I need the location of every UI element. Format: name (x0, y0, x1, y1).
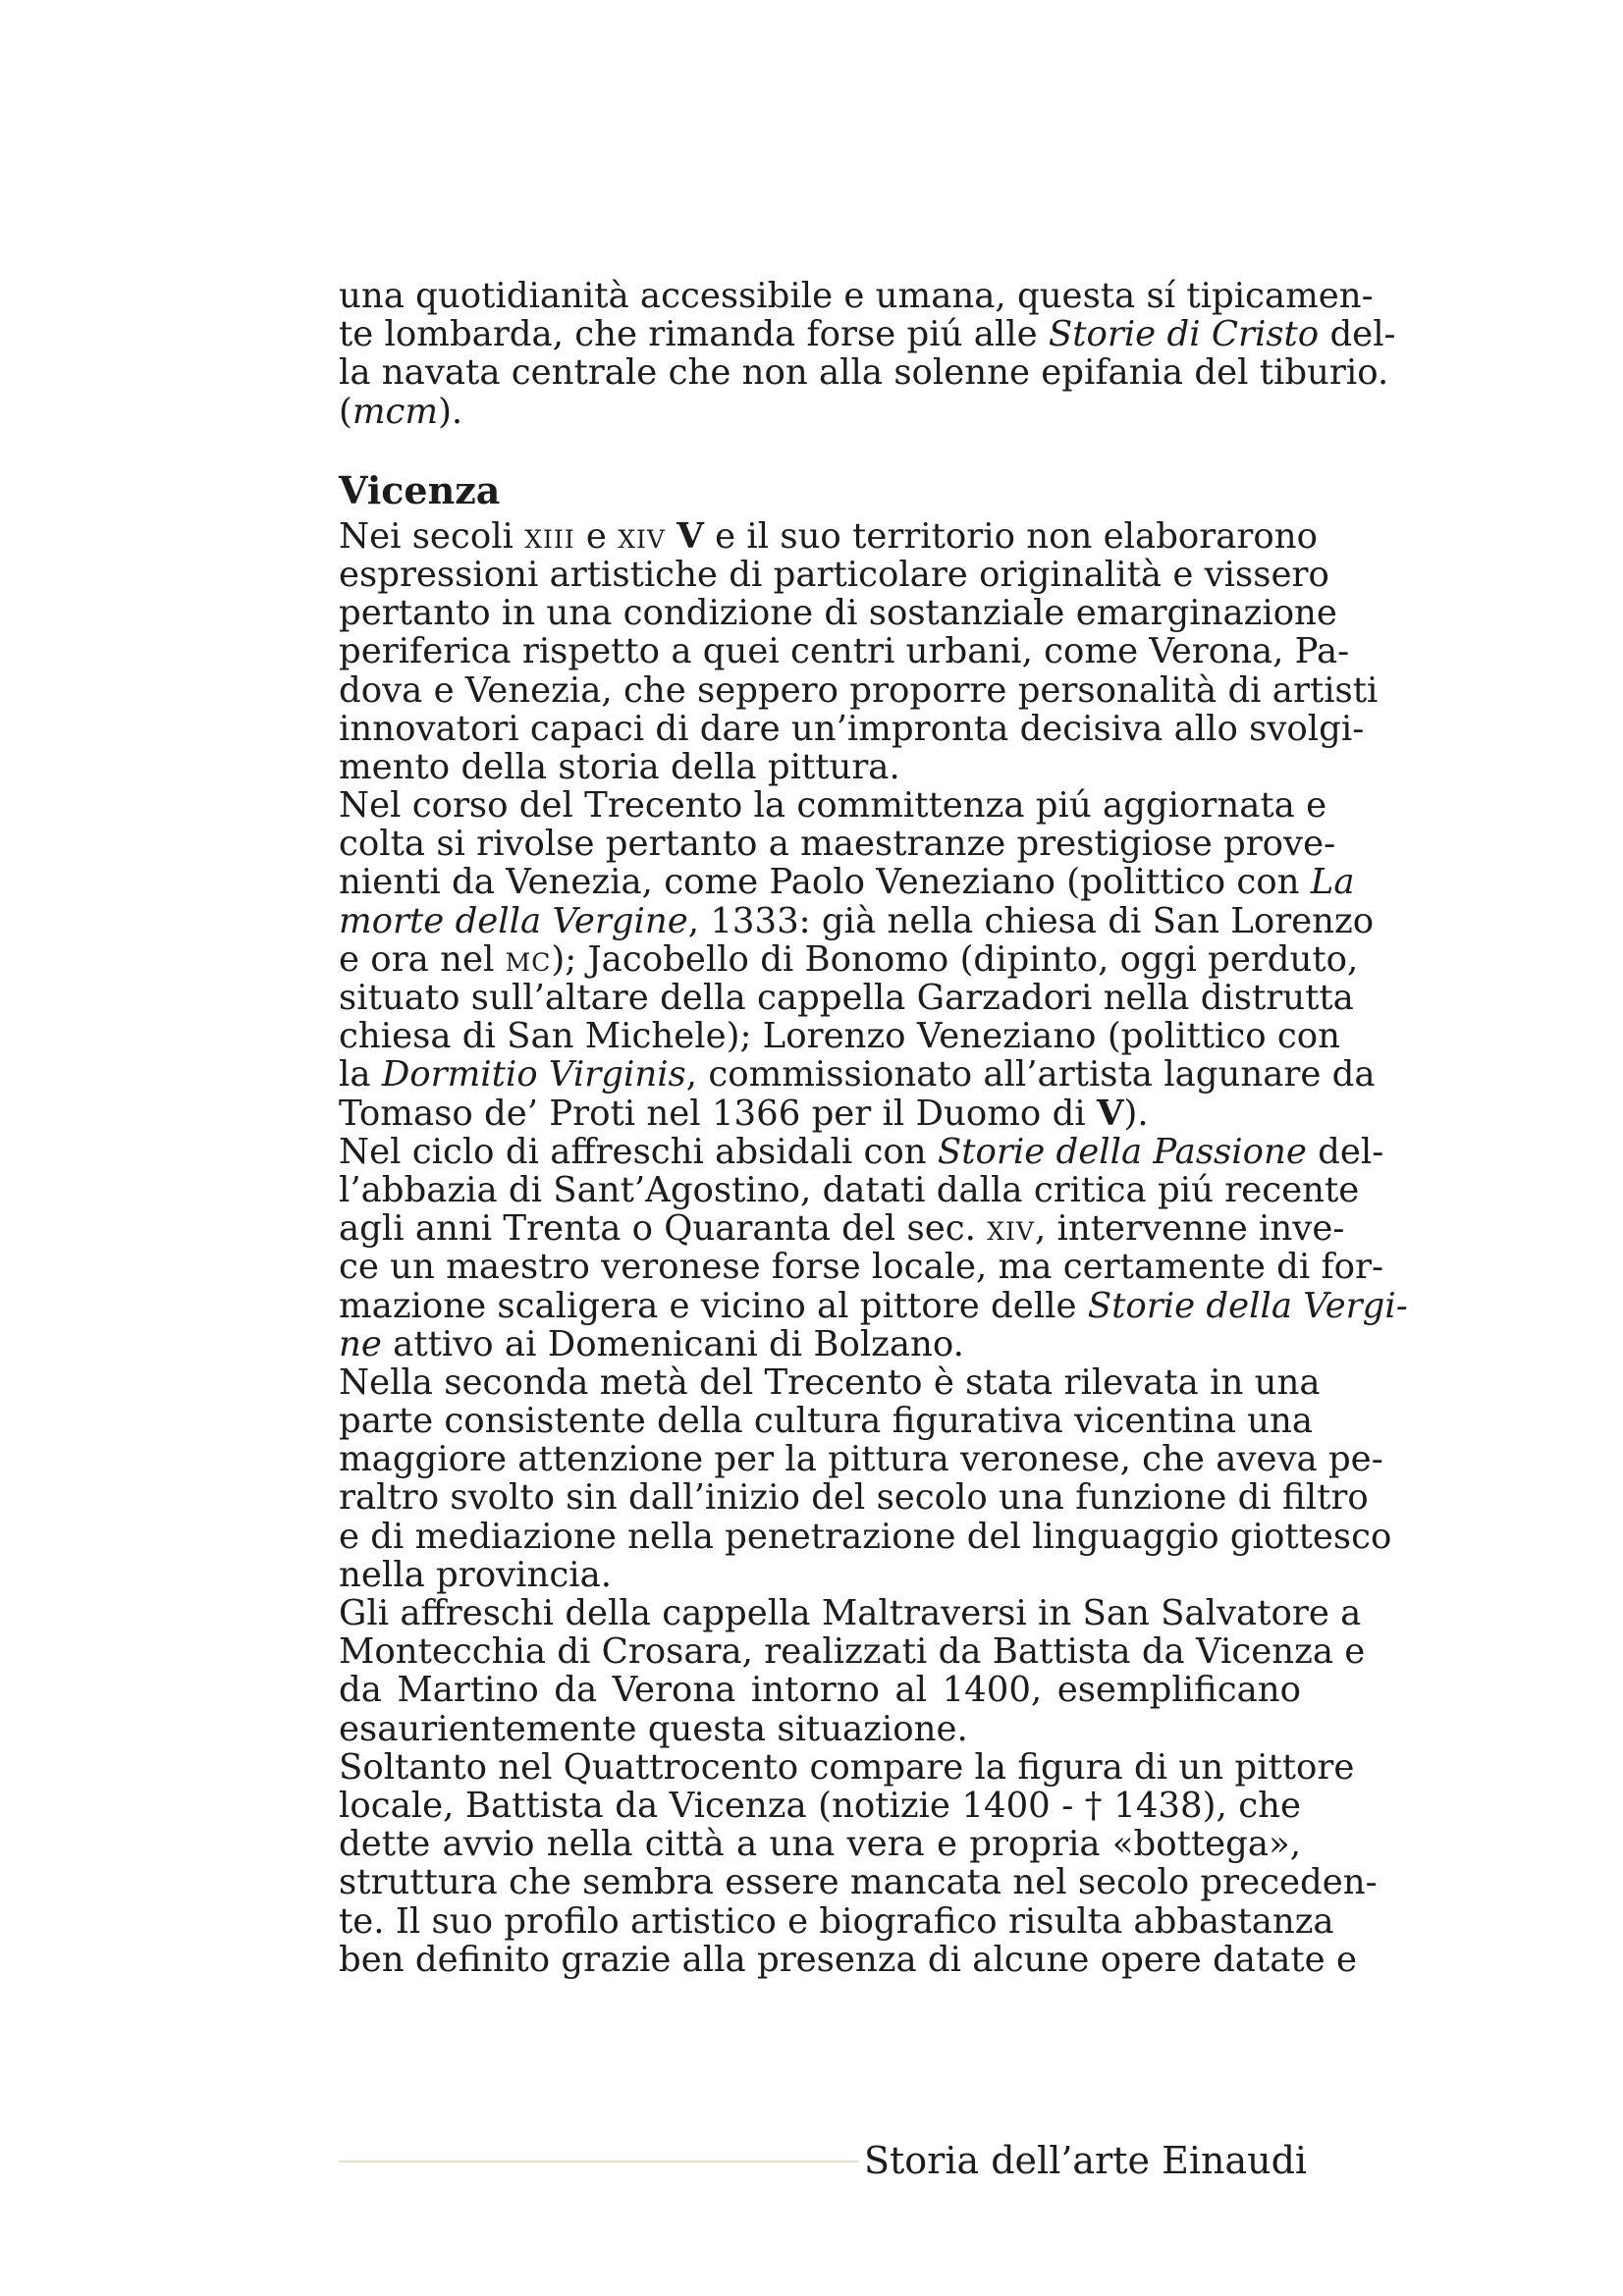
text-run: ce un maestro veronese forse locale, ma certamente di for- (339, 1247, 1383, 1288)
text-run: nienti da Venezia, come Paolo Veneziano (polittico con (339, 862, 1311, 903)
text-line (339, 1556, 1301, 1594)
text-run: Soltanto nel Quattrocento compare la figura di un pittore (339, 1746, 1355, 1788)
text-run: Tomaso de’ Proti nel 1366 per il Duomo di (339, 1093, 1097, 1134)
text-line (339, 1593, 1362, 1633)
text-run: Nel ciclo di affreschi absidali con (339, 1131, 938, 1172)
text-run: e di mediazione nella penetrazione del linguaggio giottesco (339, 1516, 1392, 1557)
italic-title: Storie della Vergi- (1087, 1285, 1408, 1326)
text-run: periferica rispetto a quei centri urbani, come Verona, Pa- (339, 631, 1350, 672)
roman-numeral: xiv (618, 515, 666, 557)
text-run: chiesa di San Michele); Lorenzo Veneziano (polittico con (339, 1016, 1341, 1057)
footer-divider (339, 2161, 859, 2163)
text-line (339, 1746, 1355, 1788)
text-line (339, 1787, 1301, 1825)
text-run: te lombarda, che rimanda forse piú alle (339, 314, 1049, 355)
text-run: struttura che sembra essere mancata nel secolo preceden- (339, 1862, 1378, 1903)
text-line (339, 978, 1354, 1018)
text-run: da Martino da Verona intorno al 1400, esemplificano (339, 1670, 1301, 1711)
roman-numeral: xiii (524, 515, 575, 557)
section-heading: Vicenza (339, 467, 501, 512)
italic-title: Dormitio Virginis (381, 1054, 686, 1095)
italic-title: Storie della Passione (937, 1131, 1307, 1172)
text-line (339, 1054, 1376, 1095)
text-line (339, 1710, 1301, 1748)
text-line (339, 1247, 1383, 1288)
text-line (339, 1477, 1369, 1519)
text-run: mento della storia della pittura. (339, 746, 900, 787)
italic-title: ne (339, 1323, 382, 1364)
italic-title: morte della Vergine (339, 900, 688, 941)
text-line (339, 314, 1396, 355)
text-run: ). (1123, 1093, 1149, 1134)
text-run: innovatori capaci di dare un’impronta decisiva allo svolgi- (339, 708, 1365, 749)
text-run: esaurientemente questa situazione. (339, 1708, 968, 1749)
text-run: ). (438, 391, 463, 432)
author-initials: mcm (352, 391, 439, 432)
text-line (339, 393, 1301, 431)
text-run: te. Il suo profilo artistico e biografico risulta abbastanza (339, 1900, 1334, 1942)
city-abbrev: V (1096, 1093, 1124, 1134)
text-line (339, 1825, 1301, 1863)
text-run: dette avvio nella città a una vera e propria «bottega», (339, 1824, 1301, 1865)
text-line (339, 669, 1379, 711)
text-line (339, 1671, 1301, 1709)
text-run: la (339, 1054, 382, 1095)
text-run: situato sull’altare della cappella Garzadori nella distrutta (339, 978, 1354, 1018)
text-run: del- (1306, 1131, 1384, 1172)
text-run: pertanto in una condizione di sostanziale emarginazione (339, 593, 1337, 634)
text-run: agli anni Trenta o Quaranta del sec. (339, 1208, 988, 1250)
text-run: ben definito grazie alla presenza di alcune opere datate e (339, 1939, 1357, 1980)
text-line (339, 352, 1389, 394)
footer-label: Storia dell’arte Einaudi (864, 2139, 1308, 2182)
text-run: , 1333: già nella chiesa di San Lorenzo (687, 900, 1375, 941)
museum-abbrev: mc (505, 938, 552, 980)
text-run: colta si rivolse pertanto a maestranze prestigiose prove- (339, 824, 1336, 865)
text-line (339, 276, 1374, 316)
text-run: attivo ai Domenicani di Bolzano. (381, 1323, 964, 1364)
text-run: Nella seconda metà del Trecento è stata rilevata in una (339, 1362, 1321, 1403)
text-line (339, 1516, 1392, 1557)
text-line (339, 554, 1329, 595)
text-line (339, 1169, 1360, 1210)
text-run: e ora nel (339, 938, 506, 980)
text-line (339, 1900, 1334, 1942)
text-run: maggiore attenzione per la pittura veronese, che aveva pe- (339, 1439, 1383, 1480)
text-run: ( (339, 391, 352, 432)
text-line (339, 515, 1319, 557)
text-run: parte consistente della cultura figurativa vicentina una (339, 1401, 1314, 1442)
text-run: dova e Venezia, che seppero proporre personalità di artisti (339, 669, 1379, 711)
text-run: locale, Battista da Vicenza (notizie 1400 - † 1438), che (339, 1785, 1301, 1826)
text-run: nella provincia. (339, 1554, 613, 1595)
text-line (339, 708, 1365, 749)
text-run: raltro svolto sin dall’inizio del secolo una funzione di filtro (339, 1477, 1369, 1519)
text-line (339, 631, 1350, 672)
city-abbrev: V (676, 515, 704, 557)
text-run: Nei secoli (339, 515, 525, 557)
text-run: , intervenne inve- (1034, 1208, 1345, 1250)
text-line (339, 1862, 1378, 1903)
italic-title: Storie di Cristo (1048, 314, 1320, 355)
text-run: Montecchia di Crosara, realizzati da Battista da Vicenza e (339, 1631, 1366, 1673)
text-run: del- (1319, 314, 1396, 355)
text-run (666, 516, 676, 557)
text-line (339, 1325, 1301, 1363)
text-line (339, 1631, 1366, 1673)
text-run: espressioni artistiche di particolare originalità e vissero (339, 554, 1329, 595)
text-run: la navata centrale che non alla solenne epifania del tiburio. (339, 352, 1389, 394)
text-run: Gli affreschi della cappella Maltraversi in San Salvatore a (339, 1593, 1362, 1633)
text-line (339, 1131, 1384, 1172)
text-line (339, 748, 1301, 786)
text-run: l’abbazia di Sant’Agostino, datati dalla critica piú recente (339, 1169, 1360, 1210)
text-run: una quotidianità accessibile e umana, questa sí tipicamen- (339, 276, 1374, 316)
text-run: e (574, 515, 619, 557)
text-run: Nel corso del Trecento la committenza piú aggiornata e (339, 785, 1327, 827)
text-line (339, 900, 1375, 941)
text-line (339, 824, 1336, 865)
text-line (339, 1095, 1301, 1133)
text-line (339, 1439, 1383, 1480)
text-line (339, 785, 1327, 827)
text-line (339, 593, 1337, 634)
text-run: ); Jacobello di Bonomo (dipinto, oggi perduto, (551, 938, 1359, 980)
text-line (339, 1016, 1341, 1057)
text-run: , commissionato all’artista lagunare da (685, 1054, 1376, 1095)
text-line (339, 862, 1355, 903)
text-line (339, 1939, 1357, 1980)
text-run: mazione scaligera e vicino al pittore delle (339, 1285, 1088, 1326)
text-line (339, 1208, 1345, 1250)
text-line (339, 1362, 1321, 1403)
text-line (339, 1401, 1314, 1442)
article-body (339, 276, 1408, 1980)
roman-numeral: xiv (987, 1208, 1035, 1250)
italic-title: La (1310, 862, 1355, 903)
text-line (339, 1285, 1408, 1326)
text-line (339, 938, 1359, 980)
text-run: e il suo territorio non elaborarono (703, 515, 1319, 557)
